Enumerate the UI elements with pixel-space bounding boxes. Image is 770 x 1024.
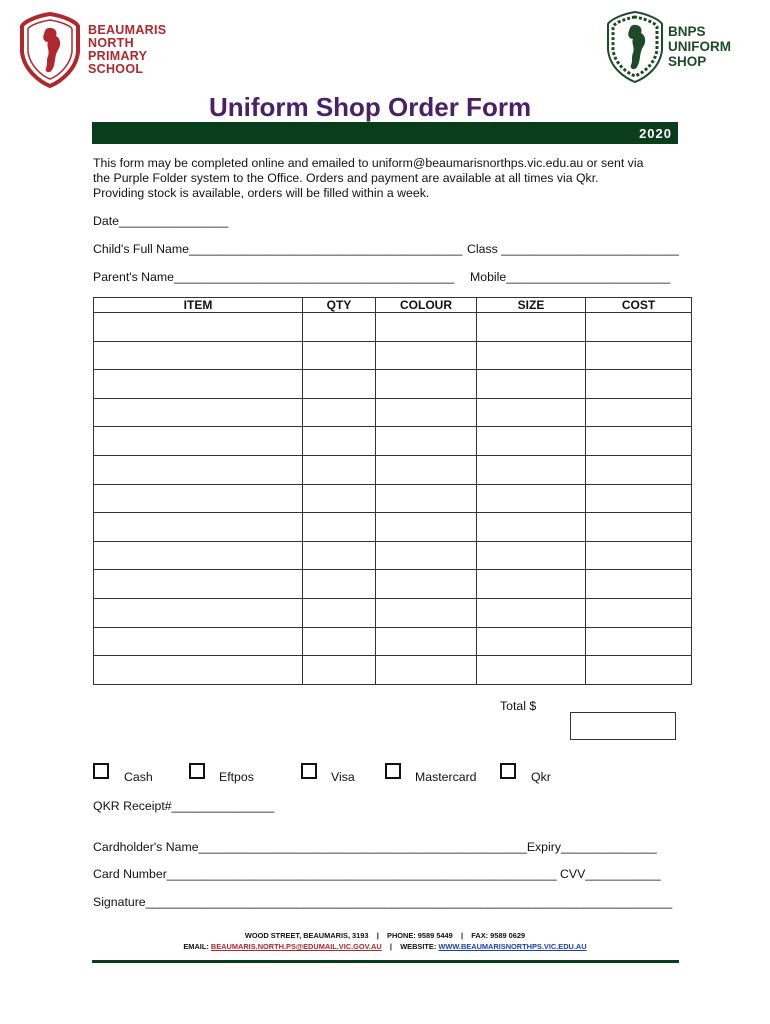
item-cell[interactable] bbox=[94, 513, 303, 542]
column-header-item: ITEM bbox=[94, 298, 303, 313]
table-row bbox=[94, 398, 692, 427]
colour-cell[interactable] bbox=[376, 598, 477, 627]
total-input-box[interactable] bbox=[570, 712, 676, 740]
uniform-shop-logo bbox=[604, 10, 666, 84]
qty-cell[interactable] bbox=[303, 598, 376, 627]
table-row bbox=[94, 598, 692, 627]
signature-field[interactable]: Signature_____________________________________________________________________________ bbox=[93, 895, 673, 909]
total-label: Total $ bbox=[500, 699, 537, 713]
qty-cell[interactable] bbox=[303, 656, 376, 685]
table-row bbox=[94, 570, 692, 599]
visa-checkbox[interactable] bbox=[301, 763, 317, 779]
qkr-checkbox[interactable] bbox=[500, 763, 516, 779]
colour-cell[interactable] bbox=[376, 484, 477, 513]
column-header-colour: COLOUR bbox=[376, 298, 477, 313]
mobile-field[interactable]: Mobile________________________ bbox=[470, 270, 671, 284]
cost-cell[interactable] bbox=[586, 370, 692, 399]
table-row bbox=[94, 541, 692, 570]
column-header-qty: QTY bbox=[303, 298, 376, 313]
footer-separator: | bbox=[389, 942, 392, 951]
size-cell[interactable] bbox=[477, 398, 586, 427]
cost-cell[interactable] bbox=[586, 484, 692, 513]
school-name-line-1: BEAUMARIS bbox=[88, 23, 167, 37]
school-name-line-2: NORTH bbox=[88, 36, 134, 50]
form-title: Uniform Shop Order Form bbox=[208, 92, 532, 122]
item-cell[interactable] bbox=[94, 570, 303, 599]
item-cell[interactable] bbox=[94, 627, 303, 656]
item-cell[interactable] bbox=[94, 656, 303, 685]
column-header-size: SIZE bbox=[477, 298, 586, 313]
cost-cell[interactable] bbox=[586, 598, 692, 627]
footer-contact-line bbox=[0, 931, 770, 940]
qkr-label: Qkr bbox=[531, 770, 551, 784]
footer-divider bbox=[92, 960, 679, 963]
cost-cell[interactable] bbox=[586, 313, 692, 342]
date-field[interactable]: Date________________ bbox=[93, 214, 229, 228]
eftpos-label: Eftpos bbox=[219, 770, 254, 784]
footer-fax: FAX: 9589 0629 bbox=[471, 931, 526, 940]
size-cell[interactable] bbox=[477, 627, 586, 656]
footer-web-line bbox=[0, 942, 770, 951]
footer-website-label: WEBSITE: bbox=[400, 942, 437, 951]
table-row bbox=[94, 455, 692, 484]
mastercard-checkbox[interactable] bbox=[385, 763, 401, 779]
colour-cell[interactable] bbox=[376, 398, 477, 427]
size-cell[interactable] bbox=[477, 313, 586, 342]
table-row bbox=[94, 313, 692, 342]
qty-cell[interactable] bbox=[303, 427, 376, 456]
cost-cell[interactable] bbox=[586, 656, 692, 685]
footer-website-link[interactable]: WWW.BEAUMARISNORTHPS.VIC.EDU.AU bbox=[438, 942, 587, 951]
size-cell[interactable] bbox=[477, 484, 586, 513]
size-cell[interactable] bbox=[477, 656, 586, 685]
qty-cell[interactable] bbox=[303, 484, 376, 513]
item-cell[interactable] bbox=[94, 427, 303, 456]
shop-name-line-1: BNPS bbox=[668, 24, 706, 39]
qty-cell[interactable] bbox=[303, 627, 376, 656]
size-cell[interactable] bbox=[477, 570, 586, 599]
item-cell[interactable] bbox=[94, 484, 303, 513]
colour-cell[interactable] bbox=[376, 541, 477, 570]
size-cell[interactable] bbox=[477, 427, 586, 456]
cost-cell[interactable] bbox=[586, 341, 692, 370]
table-row bbox=[94, 427, 692, 456]
size-cell[interactable] bbox=[477, 513, 586, 542]
intro-line-3: Providing stock is available, orders will be filled within a week. bbox=[93, 186, 430, 200]
size-cell[interactable] bbox=[477, 598, 586, 627]
cost-cell[interactable] bbox=[586, 398, 692, 427]
footer-phone: PHONE: 9589 5449 bbox=[387, 931, 453, 940]
shop-name-line-2: UNIFORM bbox=[668, 39, 731, 54]
table-row bbox=[94, 370, 692, 399]
item-cell[interactable] bbox=[94, 541, 303, 570]
mastercard-label: Mastercard bbox=[415, 770, 477, 784]
shop-name-line-3: SHOP bbox=[668, 54, 707, 69]
cost-cell[interactable] bbox=[586, 455, 692, 484]
school-name-line-3: PRIMARY bbox=[88, 49, 148, 63]
item-cell[interactable] bbox=[94, 455, 303, 484]
qty-cell[interactable] bbox=[303, 455, 376, 484]
parent-name-field[interactable]: Parent's Name_________________________________________ bbox=[93, 270, 455, 284]
order-items-table bbox=[93, 297, 692, 685]
item-cell[interactable] bbox=[94, 598, 303, 627]
item-cell[interactable] bbox=[94, 370, 303, 399]
colour-cell[interactable] bbox=[376, 313, 477, 342]
colour-cell[interactable] bbox=[376, 513, 477, 542]
qkr-receipt-field[interactable]: QKR Receipt#_______________ bbox=[93, 799, 275, 813]
table-row bbox=[94, 513, 692, 542]
qty-cell[interactable] bbox=[303, 313, 376, 342]
school-crest-logo bbox=[18, 12, 82, 88]
cash-checkbox[interactable] bbox=[93, 763, 109, 779]
cost-cell[interactable] bbox=[586, 570, 692, 599]
cardholder-field[interactable]: Cardholder's Name________________________________________________Expiry______________ bbox=[93, 840, 657, 854]
colour-cell[interactable] bbox=[376, 627, 477, 656]
colour-cell[interactable] bbox=[376, 570, 477, 599]
visa-label: Visa bbox=[331, 770, 355, 784]
colour-cell[interactable] bbox=[376, 427, 477, 456]
item-cell[interactable] bbox=[94, 398, 303, 427]
year-banner: 2020 bbox=[92, 122, 678, 144]
shop-name bbox=[668, 24, 764, 69]
table-row bbox=[94, 484, 692, 513]
intro-line-1: This form may be completed online and emailed to uniform@beaumarisnorthps.vic.edu.au or sent via bbox=[93, 156, 644, 170]
qty-cell[interactable] bbox=[303, 541, 376, 570]
qty-cell[interactable] bbox=[303, 570, 376, 599]
table-row bbox=[94, 656, 692, 685]
child-name-field[interactable]: Child's Full Name________________________________________ bbox=[93, 242, 463, 256]
qty-cell[interactable] bbox=[303, 513, 376, 542]
cash-label: Cash bbox=[124, 770, 153, 784]
table-row bbox=[94, 627, 692, 656]
table-header-row bbox=[94, 298, 692, 313]
colour-cell[interactable] bbox=[376, 341, 477, 370]
cost-cell[interactable] bbox=[586, 627, 692, 656]
school-name-line-4: SCHOOL bbox=[88, 62, 144, 76]
intro-line-2: the Purple Folder system to the Office. Orders and payment are available at all times via Qkr. bbox=[93, 171, 599, 185]
footer-email-label: EMAIL: bbox=[183, 942, 209, 951]
size-cell[interactable] bbox=[477, 370, 586, 399]
class-field[interactable]: Class __________________________ bbox=[467, 242, 679, 256]
school-name bbox=[88, 24, 198, 76]
order-table-body bbox=[94, 313, 692, 685]
colour-cell[interactable] bbox=[376, 656, 477, 685]
footer-email-link[interactable]: BEAUMARIS.NORTH.PS@EDUMAIL.VIC.GOV.AU bbox=[210, 942, 382, 951]
size-cell[interactable] bbox=[477, 455, 586, 484]
column-header-cost: COST bbox=[586, 298, 692, 313]
size-cell[interactable] bbox=[477, 341, 586, 370]
footer-separator: | bbox=[460, 931, 464, 940]
colour-cell[interactable] bbox=[376, 370, 477, 399]
cost-cell[interactable] bbox=[586, 427, 692, 456]
qty-cell[interactable] bbox=[303, 398, 376, 427]
colour-cell[interactable] bbox=[376, 455, 477, 484]
intro-paragraph bbox=[93, 156, 693, 201]
table-row bbox=[94, 341, 692, 370]
item-cell[interactable] bbox=[94, 313, 303, 342]
qty-cell[interactable] bbox=[303, 341, 376, 370]
size-cell[interactable] bbox=[477, 541, 586, 570]
footer-address: WOOD STREET, BEAUMARIS, 3193 bbox=[244, 931, 369, 940]
cost-cell[interactable] bbox=[586, 541, 692, 570]
eftpos-checkbox[interactable] bbox=[189, 763, 205, 779]
card-number-field[interactable]: Card Number_________________________________________________________ CVV___________ bbox=[93, 867, 661, 881]
footer-separator: | bbox=[376, 931, 379, 940]
item-cell[interactable] bbox=[94, 341, 303, 370]
qty-cell[interactable] bbox=[303, 370, 376, 399]
cost-cell[interactable] bbox=[586, 513, 692, 542]
